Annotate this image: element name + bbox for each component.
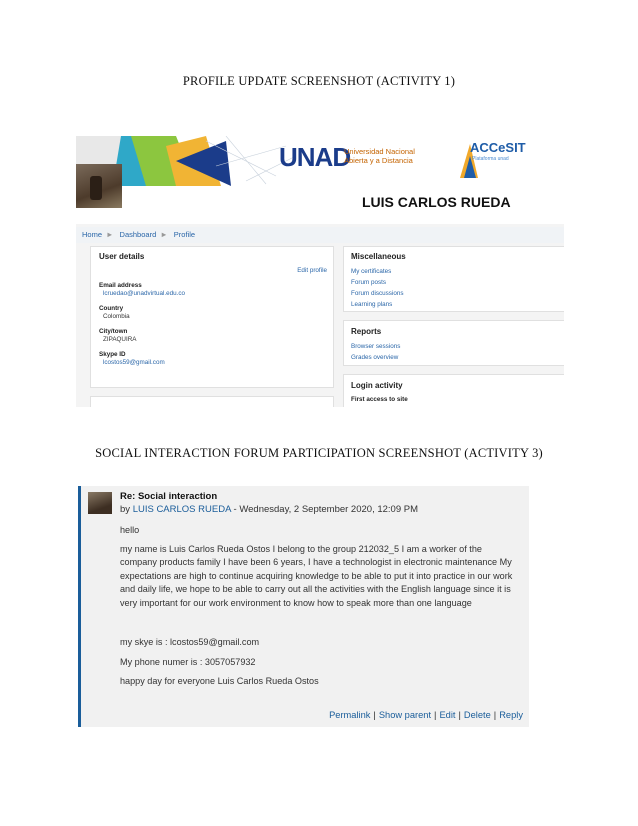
post-paragraph: My phone numer is : 3057057932 (120, 656, 256, 667)
edit-link[interactable]: Edit (439, 710, 456, 720)
breadcrumb-profile[interactable]: Profile (173, 230, 196, 239)
miscellaneous-title: Miscellaneous (351, 252, 406, 261)
profile-screenshot (76, 136, 564, 407)
skype-label: Skype ID (99, 351, 126, 358)
show-parent-link[interactable]: Show parent (378, 710, 432, 720)
post-subject: Re: Social interaction (120, 491, 218, 502)
second-card (90, 396, 334, 407)
skype-value[interactable]: lcostos59@gmail.com (103, 359, 165, 366)
my-certificates-link[interactable]: My certificates (351, 268, 392, 275)
unad-logo: UNAD (279, 142, 351, 172)
forum-post (78, 486, 529, 727)
accesit-logo-subtitle: Plataforma unad (472, 156, 509, 162)
first-access-label: First access to site (351, 396, 408, 403)
reply-link[interactable]: Reply (499, 710, 523, 720)
edit-profile-link[interactable]: Edit profile (297, 267, 327, 274)
post-paragraph: my skye is : lcostos59@gmail.com (120, 637, 260, 647)
forum-discussions-link[interactable]: Forum discussions (351, 290, 404, 297)
login-activity-title: Login activity (351, 381, 403, 390)
learning-plans-link[interactable]: Learning plans (351, 301, 393, 308)
country-label: Country (99, 305, 124, 312)
city-value: ZIPAQUIRA (103, 336, 137, 343)
breadcrumb: Home ► Dashboard ► Profile (76, 227, 564, 243)
delete-link[interactable]: Delete (463, 710, 491, 720)
reports-card (343, 320, 564, 366)
country-value: Colombia (103, 313, 130, 320)
avatar[interactable] (76, 164, 122, 208)
browser-sessions-link[interactable]: Browser sessions (351, 343, 401, 350)
activity3-heading: SOCIAL INTERACTION FORUM PARTICIPATION SCREENSHOT (ACTIVITY 3) (95, 446, 543, 460)
email-label: Email address (99, 282, 142, 289)
grades-overview-link[interactable]: Grades overview (351, 354, 399, 361)
post-paragraph: happy day for everyone Luis Carlos Rueda Ostos (120, 676, 319, 686)
post-paragraph: my name is Luis Carlos Rueda Ostos I belong to the group 212032_5 I am a worker of the company products family I have been 6 years, I have a technologist in electronic maintenance My expectations are high to continue acquiring knowledge to be able to put it into practice in our work and daily life, we hope to be able to carry out all the activities with the English language since it is very important for our work environment to know how to speak more than one language (120, 543, 513, 608)
user-details-title: User details (99, 252, 145, 261)
miscellaneous-card (343, 246, 564, 312)
profile-banner (76, 136, 564, 186)
breadcrumb-dashboard[interactable]: Dashboard (119, 230, 157, 239)
post-author-link[interactable]: LUIS CARLOS RUEDA (132, 504, 231, 515)
post-date: - Wednesday, 2 September 2020, 12:09 PM (230, 504, 419, 515)
user-details-card (90, 246, 334, 388)
post-paragraph: hello (120, 525, 140, 535)
profile-full-name: LUIS CARLOS RUEDA (362, 194, 511, 210)
post-author-avatar[interactable] (88, 492, 112, 514)
post-actions: Permalink | Show parent | Edit | Delete | Reply (329, 710, 523, 720)
reports-title: Reports (351, 327, 382, 336)
post-byline: by LUIS CARLOS RUEDA - Wednesday, 2 September 2020, 12:09 PM (120, 504, 419, 515)
activity1-heading: PROFILE UPDATE SCREENSHOT (ACTIVITY 1) (182, 74, 456, 88)
post-body (120, 524, 520, 689)
login-activity-card (343, 374, 564, 407)
unad-logo-subtitle: Universidad Nacional Abierta y a Distancia (344, 147, 415, 165)
breadcrumb-home[interactable]: Home (82, 230, 103, 239)
forum-posts-link[interactable]: Forum posts (351, 279, 386, 286)
city-label: City/town (99, 328, 128, 335)
accesit-logo: ACCeSIT (470, 140, 526, 155)
permalink-link[interactable]: Permalink (329, 710, 371, 720)
email-value[interactable]: lcruedao@unadvirtual.edu.co (103, 290, 186, 297)
